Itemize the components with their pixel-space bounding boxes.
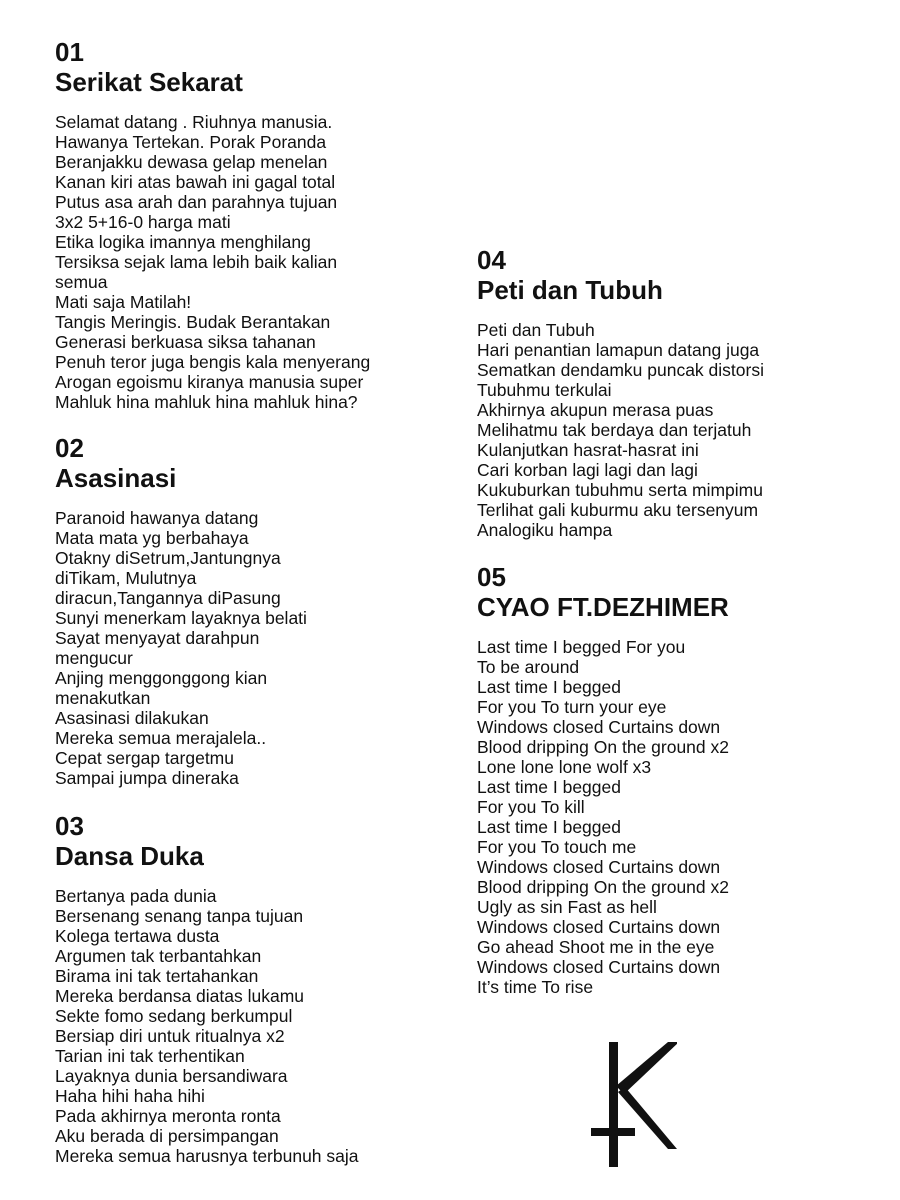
lyric-line: Putus asa arah dan parahnya tujuan <box>55 192 338 212</box>
lyric-line: Hawanya Tertekan. Porak Poranda <box>55 132 327 152</box>
song-number: 03 <box>55 811 84 841</box>
lyric-line: Tangis Meringis. Budak Berantakan <box>55 312 331 332</box>
lyric-line: For you To kill <box>477 797 585 817</box>
lyric-line: Mahluk hina mahluk hina mahluk hina? <box>55 392 358 412</box>
lyric-line: Melihatmu tak berdaya dan terjatuh <box>477 420 752 440</box>
lyric-line: Sampai jumpa dineraka <box>55 768 239 788</box>
song-01 <box>55 38 455 412</box>
lyric-line: Last time I begged <box>477 677 621 697</box>
lyric-line: Sematkan dendamku puncak distorsi <box>477 360 764 380</box>
song-03 <box>55 812 455 1166</box>
lyric-line: Mata mata yg berbahaya <box>55 528 249 548</box>
lyric-line: Otakny diSetrum,Jantungnya <box>55 548 281 568</box>
lyric-line: Tarian ini tak terhentikan <box>55 1046 245 1066</box>
lyric-line: diTikam, Mulutnya <box>55 568 197 588</box>
lyric-line: menakutkan <box>55 688 151 708</box>
lyric-line: Paranoid hawanya datang <box>55 508 259 528</box>
lyric-line: Ugly as sin Fast as hell <box>477 897 657 917</box>
song-number: 02 <box>55 433 84 463</box>
lyric-line: Last time I begged <box>477 817 621 837</box>
lyric-line: Kulanjutkan hasrat-hasrat ini <box>477 440 699 460</box>
lyric-line: It’s time To rise <box>477 977 594 997</box>
lyric-line: Arogan egoismu kiranya manusia super <box>55 372 364 392</box>
song-lyrics <box>55 886 455 1166</box>
lyric-line: Aku berada di persimpangan <box>55 1126 279 1146</box>
lyric-line: Last time I begged <box>477 777 621 797</box>
song-02 <box>55 434 455 788</box>
lyric-line: Sunyi menerkam layaknya belati <box>55 608 307 628</box>
song-number: 05 <box>477 562 506 592</box>
lyric-line: Windows closed Curtains down <box>477 717 721 737</box>
lyric-line: mengucur <box>55 648 133 668</box>
lyric-line: Blood dripping On the ground x2 <box>477 877 729 897</box>
lyric-line: Penuh teror juga bengis kala menyerang <box>55 352 371 372</box>
lyric-line: Mereka semua harusnya terbunuh saja <box>55 1146 359 1166</box>
lyric-line: Sekte fomo sedang berkumpul <box>55 1006 293 1026</box>
lyric-line: Haha hihi haha hihi <box>55 1086 205 1106</box>
lyric-line: Terlihat gali kuburmu aku tersenyum <box>477 500 759 520</box>
lyric-line: Selamat datang . Riuhnya manusia. <box>55 112 333 132</box>
lyric-line: Windows closed Curtains down <box>477 857 721 877</box>
lyric-line: Asasinasi dilakukan <box>55 708 209 728</box>
lyric-line: Generasi berkuasa siksa tahanan <box>55 332 316 352</box>
song-title: Serikat Sekarat <box>55 67 243 97</box>
lyric-line: Last time I begged For you <box>477 637 686 657</box>
song-title: Asasinasi <box>55 463 177 493</box>
song-04 <box>477 246 877 540</box>
lyric-line: 3x2 5+16-0 harga mati <box>55 212 231 232</box>
lyric-line: Mereka berdansa diatas lukamu <box>55 986 305 1006</box>
lyric-line: Tubuhmu terkulai <box>477 380 612 400</box>
lyric-line: Lone lone lone wolf x3 <box>477 757 652 777</box>
lyric-line: semua <box>55 272 108 292</box>
song-05 <box>477 563 877 997</box>
song-lyrics <box>55 112 455 412</box>
lyric-line: Analogiku hampa <box>477 520 613 540</box>
song-lyrics <box>477 637 877 997</box>
lyric-line: Blood dripping On the ground x2 <box>477 737 729 757</box>
lyric-line: Cari korban lagi lagi dan lagi <box>477 460 698 480</box>
lyric-line: Hari penantian lamapun datang juga <box>477 340 760 360</box>
song-number: 01 <box>55 37 84 67</box>
song-number: 04 <box>477 245 506 275</box>
lyric-line: Windows closed Curtains down <box>477 957 721 977</box>
lyric-line: Sayat menyayat darahpun <box>55 628 260 648</box>
song-title: CYAO FT.DEZHIMER <box>477 592 729 622</box>
lyric-line: Tersiksa sejak lama lebih baik kalian <box>55 252 338 272</box>
lyric-line: Akhirnya akupun merasa puas <box>477 400 714 420</box>
lyric-line: Etika logika imannya menghilang <box>55 232 311 252</box>
lyric-line: Pada akhirnya meronta ronta <box>55 1106 281 1126</box>
lyric-line: Birama ini tak tertahankan <box>55 966 259 986</box>
lyric-line: Cepat sergap targetmu <box>55 748 234 768</box>
lyric-line: Argumen tak terbantahkan <box>55 946 262 966</box>
lyric-line: Kukuburkan tubuhmu serta mimpimu <box>477 480 763 500</box>
lyric-line: Bersenang senang tanpa tujuan <box>55 906 304 926</box>
lyric-line: Go ahead Shoot me in the eye <box>477 937 715 957</box>
lyric-line: Anjing menggonggong kian <box>55 668 268 688</box>
lyric-line: For you To touch me <box>477 837 637 857</box>
song-title: Peti dan Tubuh <box>477 275 663 305</box>
song-lyrics <box>55 508 455 788</box>
song-lyrics <box>477 320 877 540</box>
song-title: Dansa Duka <box>55 841 204 871</box>
lyric-line: For you To turn your eye <box>477 697 667 717</box>
lyric-line: Beranjakku dewasa gelap menelan <box>55 152 328 172</box>
lyric-line: Kolega tertawa dusta <box>55 926 220 946</box>
lyric-line: diracun,Tangannya diPasung <box>55 588 281 608</box>
k-inverted-cross-logo-icon <box>585 1042 677 1167</box>
lyric-line: Windows closed Curtains down <box>477 917 721 937</box>
lyric-line: Bersiap diri untuk ritualnya x2 <box>55 1026 285 1046</box>
lyric-line: Mati saja Matilah! <box>55 292 192 312</box>
lyric-line: To be around <box>477 657 580 677</box>
lyric-line: Kanan kiri atas bawah ini gagal total <box>55 172 336 192</box>
lyric-line: Mereka semua merajalela.. <box>55 728 267 748</box>
lyric-line: Layaknya dunia bersandiwara <box>55 1066 288 1086</box>
lyric-line: Bertanya pada dunia <box>55 886 217 906</box>
lyric-line: Peti dan Tubuh <box>477 320 595 340</box>
